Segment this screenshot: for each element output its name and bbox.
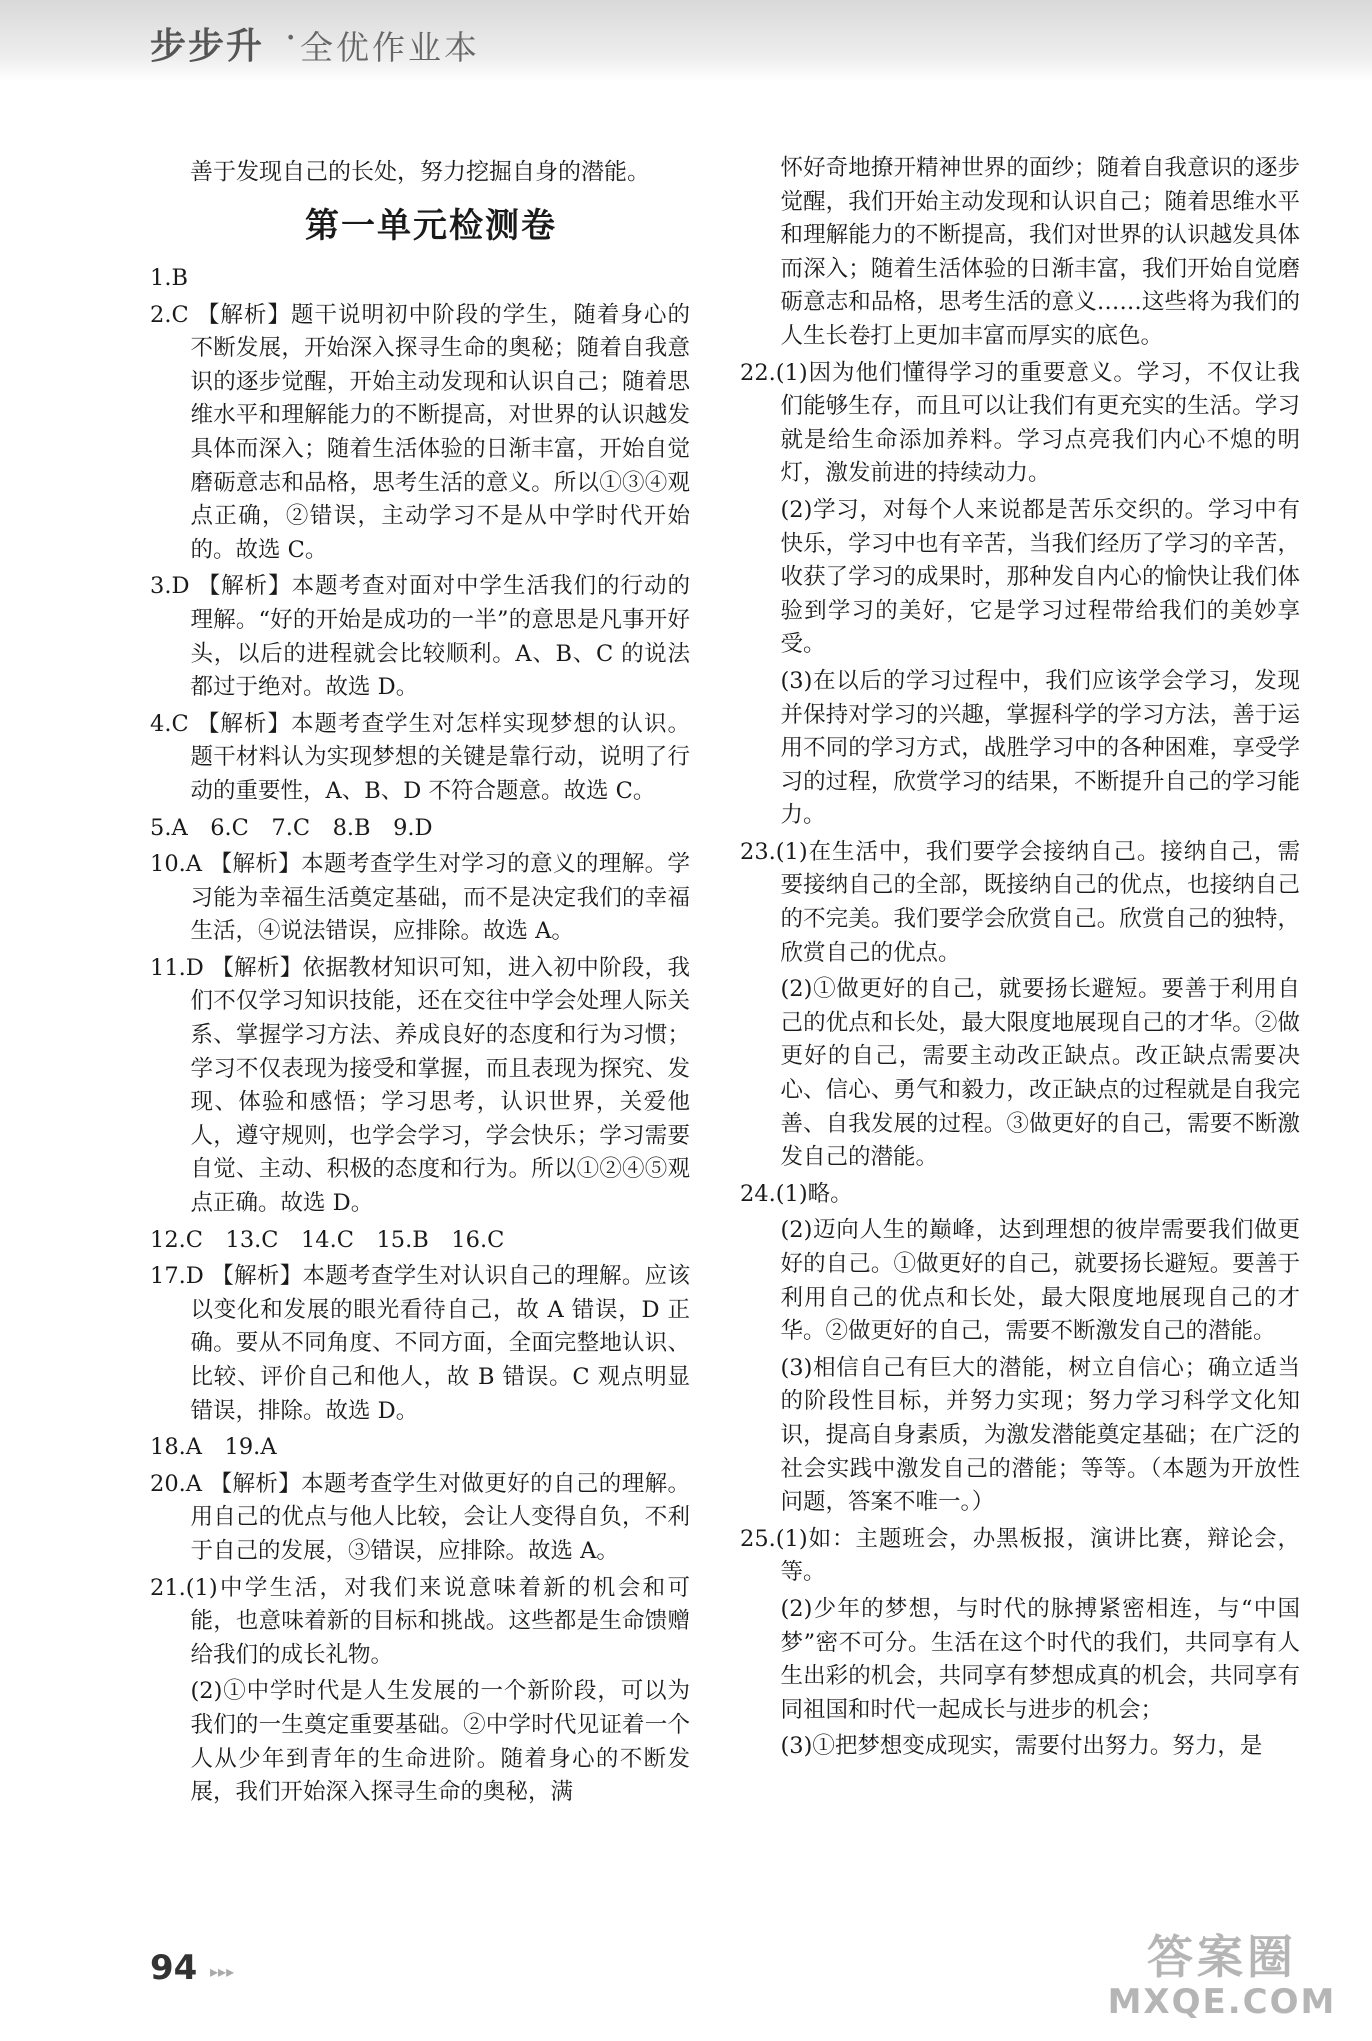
answer-item: 21.(1)中学生活，对我们来说意味着新的机会和可能，也意味着新的目标和挑战。这些都是生命馈赠给我们的成长礼物。: [150, 1574, 690, 1668]
answer-item: 18.A 19.A: [150, 1434, 277, 1461]
answer-item: 11.D 【解析】依据教材知识可知，进入初中阶段，我们不仅学习知识技能，还在交往中学会处理人际关系、掌握学习方法、养成良好的态度和行为习惯；学习不仅表现为接受和掌握，而且表现为探究、发现、体验和感悟；学习思考，认识世界，关爱他人，遵守规则，也学会学习，学会快乐；学习需要自觉、主动、积极的态度和行为。所以①②④⑤观点正确。故选 D。: [150, 954, 690, 1217]
answer-item: (2)迈向人生的巅峰，达到理想的彼岸需要我们做更好的自己。①做更好的自己，就要扬长避短。要善于利用自己的优点和长处，最大限度地展现自己的才华。②做更好的自己，需要不断激发自己的潜能。: [780, 1217, 1300, 1345]
brand-logo: 步步升: [150, 25, 265, 67]
answer-item: 23.(1)在生活中，我们要学会接纳自己。接纳自己，需要接纳自己的全部，既接纳自己的优点，也接纳自己的不完美。我们要学会欣赏自己。欣赏自己的独特，欣赏自己的优点。: [740, 838, 1300, 966]
page-header: [0, 0, 1372, 82]
intro-line: 善于发现自己的长处，努力挖掘自身的潜能。: [190, 159, 650, 185]
answer-item: (2)学习，对每个人来说都是苦乐交织的。学习中有快乐，学习中也有辛苦，当我们经历了学习的辛苦，收获了学习的成果时，那种发自内心的愉快让我们体验到学习的美好，它是学习过程带给我们的美妙享受。: [780, 496, 1300, 658]
answer-item: 3.D 【解析】本题考查对面对中学生活我们的行动的理解。“好的开始是成功的一半”的意思是凡事开好头，以后的进程就会比较顺利。A、B、C 的说法都过于绝对。故选 D。: [150, 573, 690, 701]
section-title: 第一单元检测卷: [305, 206, 557, 246]
brand-separator: ·: [285, 18, 297, 59]
answer-item: 17.D 【解析】本题考查学生对认识自己的理解。应该以变化和发展的眼光看待自己，故 A 错误，D 正确。要从不同角度、不同方面，全面完整地认识、比较、评价自己和他人，故 B 错误。C 观点明显错误，排除。故选 D。: [150, 1263, 690, 1424]
answer-item: 20.A 【解析】本题考查学生对做更好的自己的理解。用自己的优点与他人比较，会让人变得自负，不利于自己的发展，③错误，应排除。故选 A。: [150, 1470, 690, 1564]
answer-item: 24.(1)略。: [740, 1180, 853, 1207]
watermark-logo-text: 答案圈: [1147, 1930, 1297, 1984]
answer-item: 22.(1)因为他们懂得学习的重要意义。学习，不仅让我们能够生存，而且可以让我们有更充实的生活。学习就是给生命添加养料。学习点亮我们内心不熄的明灯，激发前进的持续动力。: [740, 359, 1300, 487]
answer-item: 12.C 13.C 14.C 15.B 16.C: [150, 1226, 505, 1253]
answer-column-right: [740, 152, 1300, 1767]
page-number: 94: [150, 1948, 198, 1988]
series-title: 全优作业本: [300, 28, 480, 67]
answer-item: 25.(1)如：主题班会，办黑板报，演讲比赛，辩论会，等。: [740, 1525, 1300, 1586]
answer-item: (2)少年的梦想，与时代的脉搏紧密相连，与“中国梦”密不可分。生活在这个时代的我们，共同享有人生出彩的机会，共同享有梦想成真的机会，共同享有同祖国和时代一起成长与进步的机会；: [780, 1595, 1300, 1723]
answer-item: (2)①做更好的自己，就要扬长避短。要善于利用自己的优点和长处，最大限度地展现自己的才华。②做更好的自己，需要主动改正缺点。改正缺点需要决心、信心、勇气和毅力，改正缺点的过程就是自我完善、自我发展的过程。③做更好的自己，需要不断激发自己的潜能。: [780, 976, 1300, 1171]
answer-item: (3)①把梦想变成现实，需要付出努力。努力，是: [780, 1733, 1263, 1760]
watermark: [1102, 1931, 1342, 2021]
page-arrows-icon: ▸▸▸: [210, 1962, 235, 1981]
answer-item: 2.C 【解析】题干说明初中阶段的学生，随着身心的不断发展，开始深入探寻生命的奥秘；随着自我意识的逐步觉醒，开始主动发现和认识自己；随着思维水平和理解能力的不断提高，对世界的认识越发具体而深入；随着生活体验的日渐丰富，开始自觉磨砺意志和品格，思考生活的意义。所以①③④观点正确，②错误，主动学习不是从中学时代开始的。故选 C。: [150, 301, 690, 563]
answer-item: 10.A 【解析】本题考查学生对学习的意义的理解。学习能为幸福生活奠定基础，而不是决定我们的幸福生活，④说法错误，应排除。故选 A。: [150, 851, 690, 945]
answer-item: (3)相信自己有巨大的潜能，树立自信心；确立适当的阶段性目标，并努力实现；努力学习科学文化知识，提高自身素质，为激发潜能奠定基础；在广泛的社会实践中激发自己的潜能；等等。（本题为开放性问题，答案不唯一。）: [780, 1354, 1300, 1516]
answer-item: 5.A 6.C 7.C 8.B 9.D: [150, 814, 433, 841]
watermark-url: MXQE.COM: [1107, 1982, 1337, 2022]
answer-item: 怀好奇地撩开精神世界的面纱；随着自我意识的逐步觉醒，我们开始主动发现和认识自己；随着思维水平和理解能力的不断提高，我们对世界的认识越发具体而深入；随着生活体验的日渐丰富，我们开始自觉磨砺意志和品格，思考生活的意义……这些将为我们的人生长卷打上更加丰富而厚实的底色。: [780, 155, 1300, 349]
answer-item: 1.B: [150, 265, 189, 291]
answer-column-left: [150, 262, 690, 1813]
answer-item: (2)①中学时代是人生发展的一个新阶段，可以为我们的一生奠定重要基础。②中学时代见证着一个人从少年到青年的生命进阶。随着身心的不断发展，我们开始深入探寻生命的奥秘，满: [190, 1678, 690, 1806]
answer-item: 4.C 【解析】本题考查学生对怎样实现梦想的认识。题干材料认为实现梦想的关键是靠行动，说明了行动的重要性，A、B、D 不符合题意。故选 C。: [150, 710, 690, 804]
answer-item: (3)在以后的学习过程中，我们应该学会学习，发现并保持对学习的兴趣，掌握科学的学习方法，善于运用不同的学习方式，战胜学习中的各种困难，享受学习的过程，欣赏学习的结果，不断提升自己的学习能力。: [780, 667, 1300, 829]
